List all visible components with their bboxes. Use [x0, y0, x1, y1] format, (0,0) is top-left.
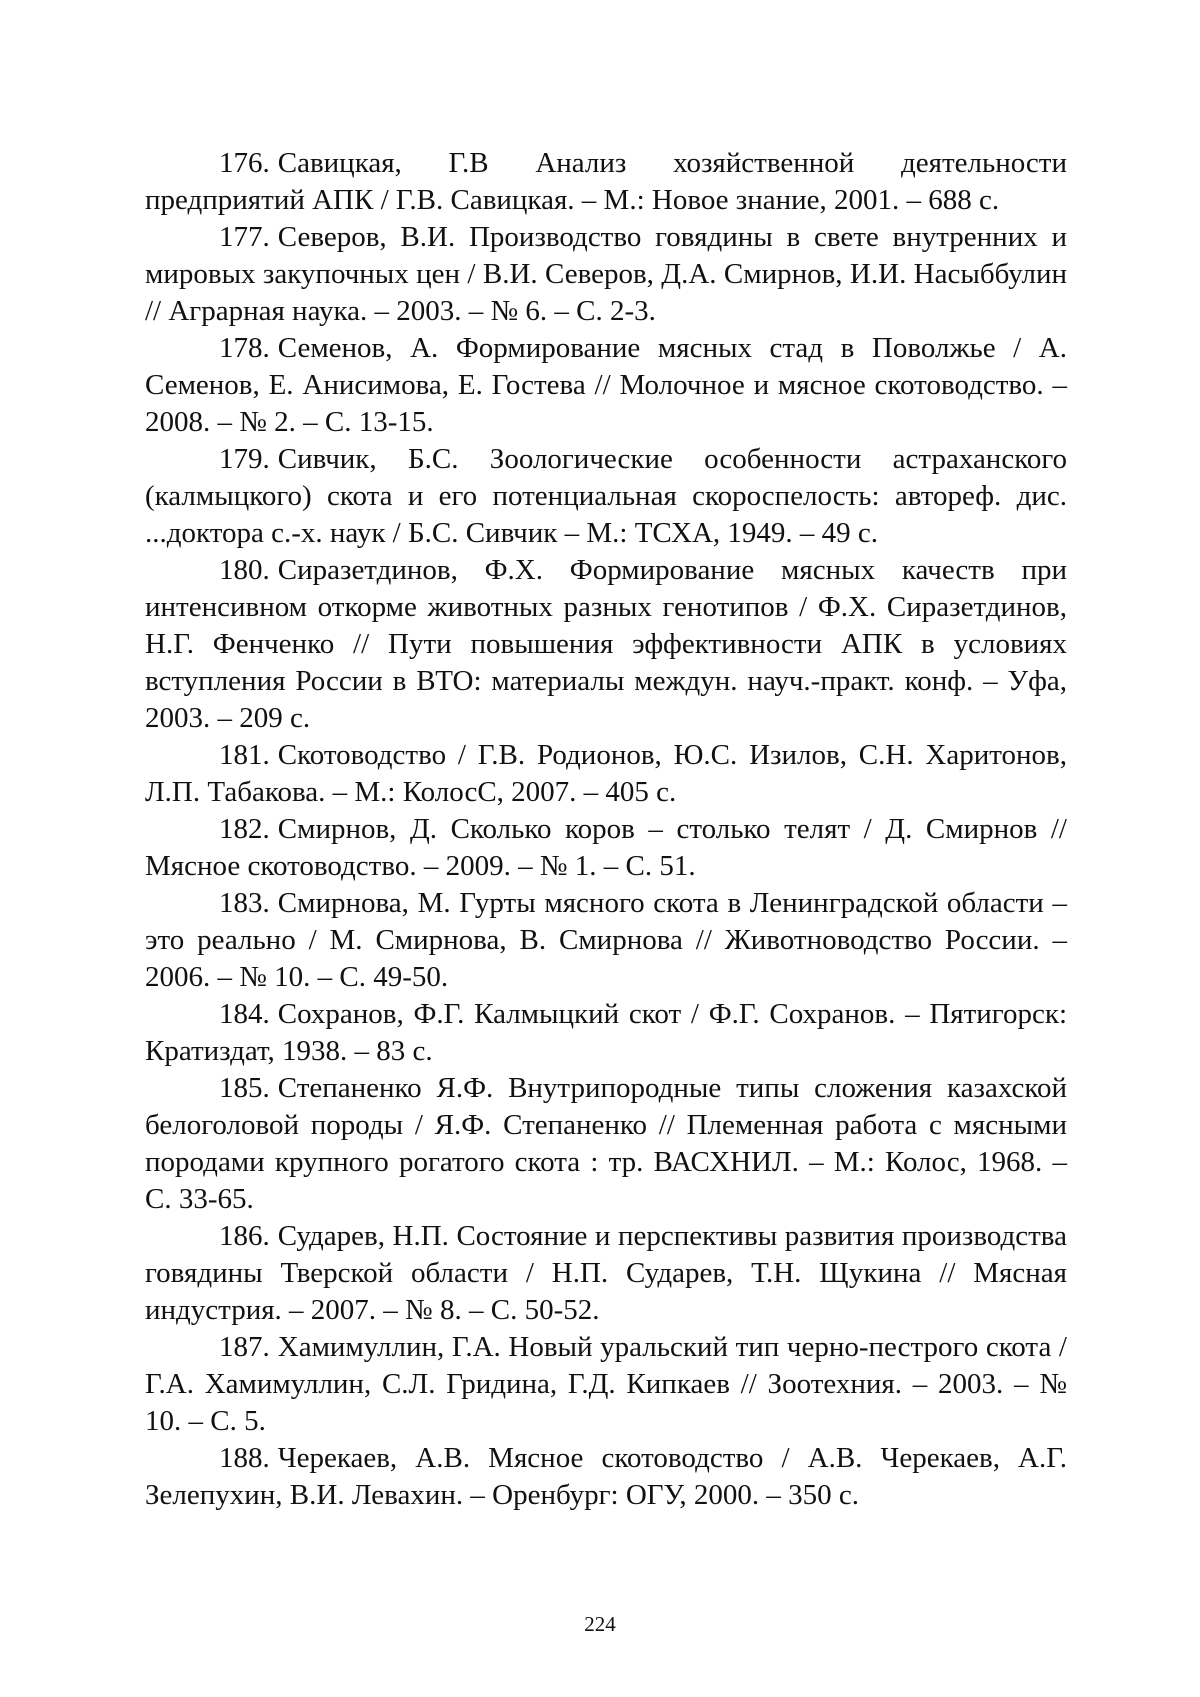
reference-text: Северов, В.И. Производство говядины в свете внутренних и мировых закупочных цен / В.И. Северов, Д.А. Смирнов, И.И. Насыббулин // Аграрная наука. – 2003. – № 6. – С. 2-3. — [145, 221, 1067, 327]
reference-entry — [145, 441, 1067, 552]
reference-number: 176. — [219, 147, 270, 179]
reference-number: 184. — [219, 998, 270, 1030]
reference-text: Хамимуллин, Г.А. Новый уральский тип черно-пестрого скота / Г.А. Хамимуллин, С.Л. Гридина, Г.Д. Кипкаев // Зоотехния. – 2003. – № 10. – С. 5. — [145, 1331, 1067, 1437]
reference-entry — [145, 885, 1067, 996]
reference-number: 178. — [219, 332, 270, 364]
reference-entry — [145, 811, 1067, 885]
reference-number: 185. — [219, 1072, 270, 1104]
reference-text: Сиразетдинов, Ф.Х. Формирование мясных качеств при интенсивном откорме животных разных генотипов / Ф.Х. Сиразетдинов, Н.Г. Фенченко // Пути повышения эффективности АПК в условиях вступления России в ВТО: материалы междун. науч.-практ. конф. – Уфа, 2003. – 209 с. — [145, 554, 1067, 734]
reference-number: 179. — [219, 443, 270, 475]
reference-number: 188. — [219, 1442, 270, 1474]
reference-text: Степаненко Я.Ф. Внутрипородные типы сложения казахской белоголовой породы / Я.Ф. Степаненко // Племенная работа с мясными породами крупного рогатого скота : тр. ВАСХНИЛ. – М.: Колос, 1968. – С. 33-65. — [145, 1072, 1067, 1215]
reference-entry — [145, 996, 1067, 1070]
reference-number: 186. — [219, 1220, 270, 1252]
reference-text: Сивчик, Б.С. Зоологические особенности астраханского (калмыцкого) скота и его потенциальная скороспелость: автореф. дис. ...доктора с.-х. наук / Б.С. Сивчик – М.: ТСХА, 1949. – 49 с. — [145, 443, 1067, 549]
reference-text: Черекаев, А.В. Мясное скотоводство / А.В. Черекаев, А.Г. Зелепухин, В.И. Левахин. – Оренбург: ОГУ, 2000. – 350 с. — [145, 1442, 1067, 1511]
reference-text: Смирнова, М. Гурты мясного скота в Ленинградской области – это реально / М. Смирнова, В. Смирнова // Животноводство России. – 2006. – № 10. – С. 49-50. — [145, 887, 1067, 993]
reference-number: 180. — [219, 554, 270, 586]
reference-number: 177. — [219, 221, 270, 253]
reference-text: Сохранов, Ф.Г. Калмыцкий скот / Ф.Г. Сохранов. – Пятигорск: Кратиздат, 1938. – 83 с. — [145, 998, 1067, 1067]
reference-entry — [145, 1329, 1067, 1440]
reference-entry — [145, 1070, 1067, 1218]
reference-text: Савицкая, Г.В Анализ хозяйственной деятельности предприятий АПК / Г.В. Савицкая. – М.: Новое знание, 2001. – 688 с. — [145, 147, 1067, 216]
reference-entry — [145, 145, 1067, 219]
reference-text: Семенов, А. Формирование мясных стад в Поволжье / А. Семенов, Е. Анисимова, Е. Гостева // Молочное и мясное скотоводство. – 2008. – № 2. – С. 13-15. — [145, 332, 1067, 438]
reference-text: Сударев, Н.П. Состояние и перспективы развития производства говядины Тверской области / Н.П. Сударев, Т.Н. Щукина // Мясная индустрия. – 2007. – № 8. – С. 50-52. — [145, 1220, 1067, 1326]
reference-number: 182. — [219, 813, 270, 845]
reference-number: 187. — [219, 1331, 270, 1363]
reference-text: Смирнов, Д. Сколько коров – столько телят / Д. Смирнов // Мясное скотоводство. – 2009. – № 1. – С. 51. — [145, 813, 1067, 882]
reference-entry — [145, 330, 1067, 441]
reference-entry — [145, 552, 1067, 737]
page-number: 224 — [584, 1612, 616, 1636]
reference-text: Скотоводство / Г.В. Родионов, Ю.С. Изилов, С.Н. Харитонов, Л.П. Табакова. – М.: КолосС, 2007. – 405 с. — [145, 739, 1067, 808]
reference-entry — [145, 1440, 1067, 1514]
reference-list — [145, 145, 1067, 1514]
reference-number: 183. — [219, 887, 270, 919]
reference-number: 181. — [219, 739, 270, 771]
reference-entry — [145, 219, 1067, 330]
reference-entry — [145, 737, 1067, 811]
reference-entry — [145, 1218, 1067, 1329]
